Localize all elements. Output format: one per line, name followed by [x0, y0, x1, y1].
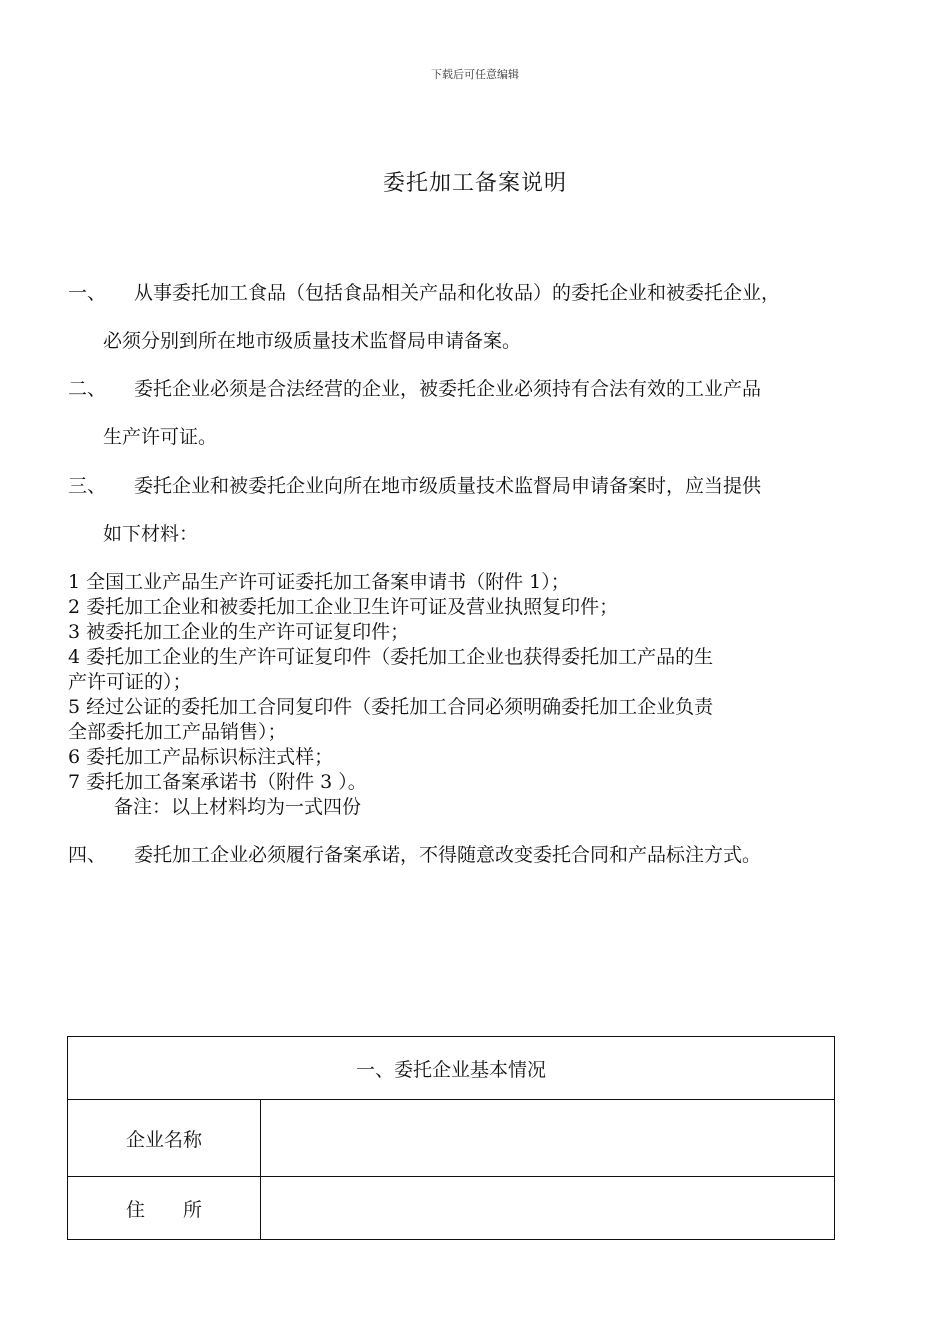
company-name-label: 企业名称	[68, 1100, 261, 1177]
table-row	[68, 1100, 835, 1177]
material-item: 4 委托加工企业的生产许可证复印件（委托加工企业也获得委托加工产品的生	[68, 646, 714, 668]
section-2	[68, 377, 898, 401]
section-3-line-1: 委托企业和被委托企业向所在地市级质量技术监督局申请备案时，应当提供	[134, 475, 762, 497]
table-section-title: 一、委托企业基本情况	[68, 1037, 835, 1100]
material-item: 3 被委托加工企业的生产许可证复印件；	[68, 621, 410, 643]
table-row	[68, 1177, 835, 1240]
enterprise-info-table	[67, 1036, 835, 1240]
section-4-number: 四、	[68, 844, 107, 866]
section-3-number: 三、	[68, 475, 107, 497]
section-1	[68, 281, 898, 305]
material-item: 6 委托加工产品标识标注式样；	[68, 746, 334, 768]
header-note: 下载后可任意编辑	[431, 68, 519, 81]
company-name-field[interactable]	[261, 1100, 835, 1177]
section-4	[68, 843, 898, 867]
address-field[interactable]	[261, 1177, 835, 1240]
section-3	[68, 474, 898, 498]
material-item: 全部委托加工产品销售）；	[68, 721, 287, 743]
section-4-line-1: 委托加工企业必须履行备案承诺，不得随意改变委托合同和产品标注方式。	[134, 844, 762, 866]
material-item: 2 委托加工企业和被委托加工企业卫生许可证及营业执照复印件；	[68, 596, 619, 618]
materials-note: 备注：以上材料均为一式四份	[114, 796, 362, 818]
section-1-number: 一、	[68, 282, 107, 304]
document-title: 委托加工备案说明	[382, 171, 567, 196]
material-item: 7 委托加工备案承诺书（附件 3 ）。	[68, 771, 367, 793]
address-label: 住 所	[68, 1177, 261, 1240]
section-2-line-2: 生产许可证。	[103, 426, 218, 448]
material-item: 1 全国工业产品生产许可证委托加工备案申请书（附件 1）；	[68, 571, 570, 593]
material-item: 产许可证的）；	[68, 671, 192, 693]
section-3-line-2: 如下材料：	[103, 523, 199, 545]
section-1-line-1: 从事委托加工食品（包括食品相关产品和化妆品）的委托企业和被委托企业，	[134, 282, 781, 304]
section-2-number: 二、	[68, 378, 107, 400]
section-2-line-1: 委托企业必须是合法经营的企业，被委托企业必须持有合法有效的工业产品	[134, 378, 762, 400]
materials-list	[68, 570, 898, 820]
material-item: 5 经过公证的委托加工合同复印件（委托加工合同必须明确委托加工企业负责	[68, 696, 714, 718]
section-1-line-2: 必须分别到所在地市级质量技术监督局申请备案。	[103, 330, 522, 352]
